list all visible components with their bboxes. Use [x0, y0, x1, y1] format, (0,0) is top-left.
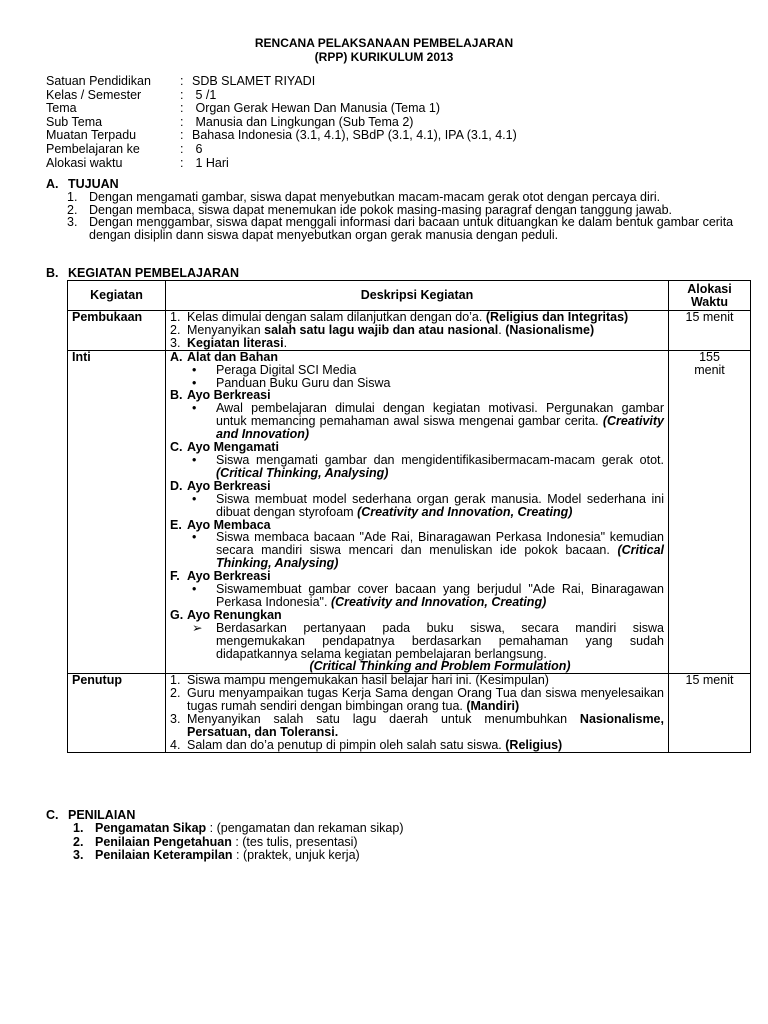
identity-row: Satuan Pendidikan : SDB SLAMET RIYADI [46, 74, 316, 88]
kegiatan-table [67, 280, 751, 753]
identity-block [46, 75, 517, 170]
section-a-heading: A. TUJUAN [46, 177, 119, 191]
bullet-icon: • [192, 401, 197, 416]
document-subtitle: (RPP) KURIKULUM 2013 [314, 50, 454, 64]
list-item: • Siswa membuat model sederhana organ gerak manusia. Model sederhana ini dibuat dengan styrofoam (Creativity and Innovation, Creating) [192, 491, 664, 519]
row-label-penutup: Penutup [68, 674, 166, 752]
alokasi-inti: 155 menit [669, 350, 751, 674]
list-item: 2. Penilaian Pengetahuan : (tes tulis, presentasi) [73, 834, 358, 849]
list-item: ➢ Berdasarkan pertanyaan pada buku siswa, secara mandiri siswa mengemukakan pendapatnya berdasarkan pemahaman yang sudah didapatkannya selama kegiatan pembelajaran berlangsung. [192, 620, 664, 661]
identity-row: Kelas / Semester : 5 /1 [46, 87, 217, 102]
header-deskripsi: Deskripsi Kegiatan [166, 281, 669, 311]
list-item: 3. Penilaian Keterampilan : (praktek, unjuk kerja) [73, 848, 360, 862]
list-item: • Panduan Buku Guru dan Siswa [192, 375, 391, 390]
document-title: RENCANA PELAKSANAAN PEMBELAJARAN [254, 36, 514, 50]
table-row [68, 674, 751, 752]
list-item: • Siswamembuat gambar cover bacaan yang berjudul "Ade Rai, Binaragawan Perkasa Indonesia". (Creativity and Innovation, Creating) [192, 582, 664, 609]
table-row [68, 311, 751, 351]
list-item: • Awal pembelajaran dimulai dengan kegiatan motivasi. Pergunakan gambar untuk memancing pemahaman awal siswa mengenai gambar cerita. (Creativity and Innovation) [192, 401, 664, 442]
list-item: • Peraga Digital SCI Media [192, 362, 357, 377]
table-row [68, 350, 751, 674]
row-label-pembukaan: Pembukaan [68, 311, 166, 351]
bullet-icon: • [192, 582, 197, 597]
bullet-icon: • [192, 491, 197, 506]
arrow-bullet-icon: ➢ [192, 620, 203, 635]
list-item: • Siswa mengamati gambar dan mengidentifikasibermacam-macam gerak otot. (Critical Thinking, Analysing) [192, 452, 664, 480]
identity-row: Alokasi waktu : 1 Hari [46, 155, 229, 170]
alokasi-pembukaan: 15 menit [669, 311, 751, 351]
identity-row: Tema : Organ Gerak Hewan Dan Manusia (Tema 1) [46, 101, 441, 116]
bullet-icon: • [192, 452, 197, 467]
table-header-row [68, 281, 751, 311]
section-c-heading: C. PENILAIAN [46, 808, 136, 822]
header-alokasi: Alokasi Waktu [669, 281, 751, 311]
list-item: 2. Dengan membaca, siswa dapat menemukan ide pokok masing-masing paragraf dengan tanggung jawab. [67, 202, 672, 217]
list-item: • Siswa membaca bacaan "Ade Rai, Binaragawan Perkasa Indonesia" kemudian secara mandiri siswa mencari dan menuliskan ide pokok bacaan. (Critical Thinking, Analysing) [192, 530, 664, 571]
tujuan-list [67, 191, 751, 241]
penutup-description: 1. Siswa mampu mengemukakan hasil belajar hari ini. (Kesimpulan) 2. Guru menyampaikan tugas Kerja Sama dengan Orang Tua dan siswa menyelesaikan tugas rumah sendiri dengan bimbingan orang tua. (Mandiri) 3. Menyanyikan salah satu lagu daerah untuk menumbuhkan Nasionalisme, Persatuan, dan Toleransi. 4. Salam dan do’a penutup di pimpin oleh salah satu siswa. (Religius) [166, 674, 669, 752]
bullet-icon: • [192, 362, 197, 377]
identity-row: Muatan Terpadu : Bahasa Indonesia (3.1, 4.1), SBdP (3.1, 4.1), IPA (3.1, 4.1) [46, 128, 517, 143]
list-item: 1. Dengan mengamati gambar, siswa dapat menyebutkan macam-macam gerak otot dengan percaya diri. [67, 190, 661, 204]
identity-row: Pembelajaran ke : 6 [46, 141, 203, 156]
identity-row: Sub Tema : Manusia dan Lingkungan (Sub Tema 2) [46, 114, 414, 129]
pembukaan-description: 1. Kelas dimulai dengan salam dilanjutkan dengan do’a. (Religius dan Integritas) 2. Menyanyikan salah satu lagu wajib dan atau nasional. (Nasionalisme) 3. Kegiatan literasi. [166, 311, 669, 351]
list-item: 3. Dengan menggambar, siswa dapat menggali informasi dari bacaan untuk dituangkan ke dalam bentuk gambar cerita dengan disiplin dann siswa dapat menyebutkan organ gerak manusia dengan peduli. [67, 215, 734, 242]
inti-description: A. Alat dan Bahan • Peraga Digital SCI Media • Panduan Buku Guru dan Siswa B. Ayo Berkreasi • Awal pembelajaran dimulai dengan kegiatan motivasi. Pergunakan gambar untuk memancing pemahaman awal siswa mengenai gambar cerita. (Creativity and Innovation) C. Ayo Mengamati • Siswa mengamati gambar dan mengidentifikasibermacam-macam gerak otot. (Critical Thinking, Analysing) D. Ayo Berkreasi • Siswa membuat model sederhana organ gerak manusia. Model sederhana ini dibuat dengan styrofoam (Creativity and Innovation, Creating) E. Ayo Membaca • Siswa membaca bacaan "Ade Rai, Binaragawan Perkasa Indonesia" kemudian secara mandiri siswa mencari dan menuliskan ide pokok bacaan. (Critical Thinking, Analysing) F. Ayo Berkreasi • Siswamembuat gambar cover bacaan yang berjudul "Ade Rai, Binaragawan Perkasa Indonesia". (Creativity and Innovation, Creating) G. Ayo Renungkan ➢ Berdasarkan pertanyaan pada buku siswa, secara mandiri siswa mengemukakan pendapatnya berdasarkan pemahaman yang sudah didapatkannya selama kegiatan pembelajaran berlangsung. (Critical Thinking and Problem Formulation) [166, 350, 669, 674]
bullet-icon: • [192, 375, 197, 390]
alokasi-penutup: 15 menit [669, 674, 751, 752]
penilaian-list [67, 822, 404, 863]
header-kegiatan: Kegiatan [68, 281, 166, 311]
row-label-inti: Inti [68, 350, 166, 674]
section-b-heading: B. KEGIATAN PEMBELAJARAN [46, 266, 240, 280]
list-item: 1. Pengamatan Sikap : (pengamatan dan rekaman sikap) [73, 821, 404, 835]
bullet-icon: • [192, 530, 197, 545]
